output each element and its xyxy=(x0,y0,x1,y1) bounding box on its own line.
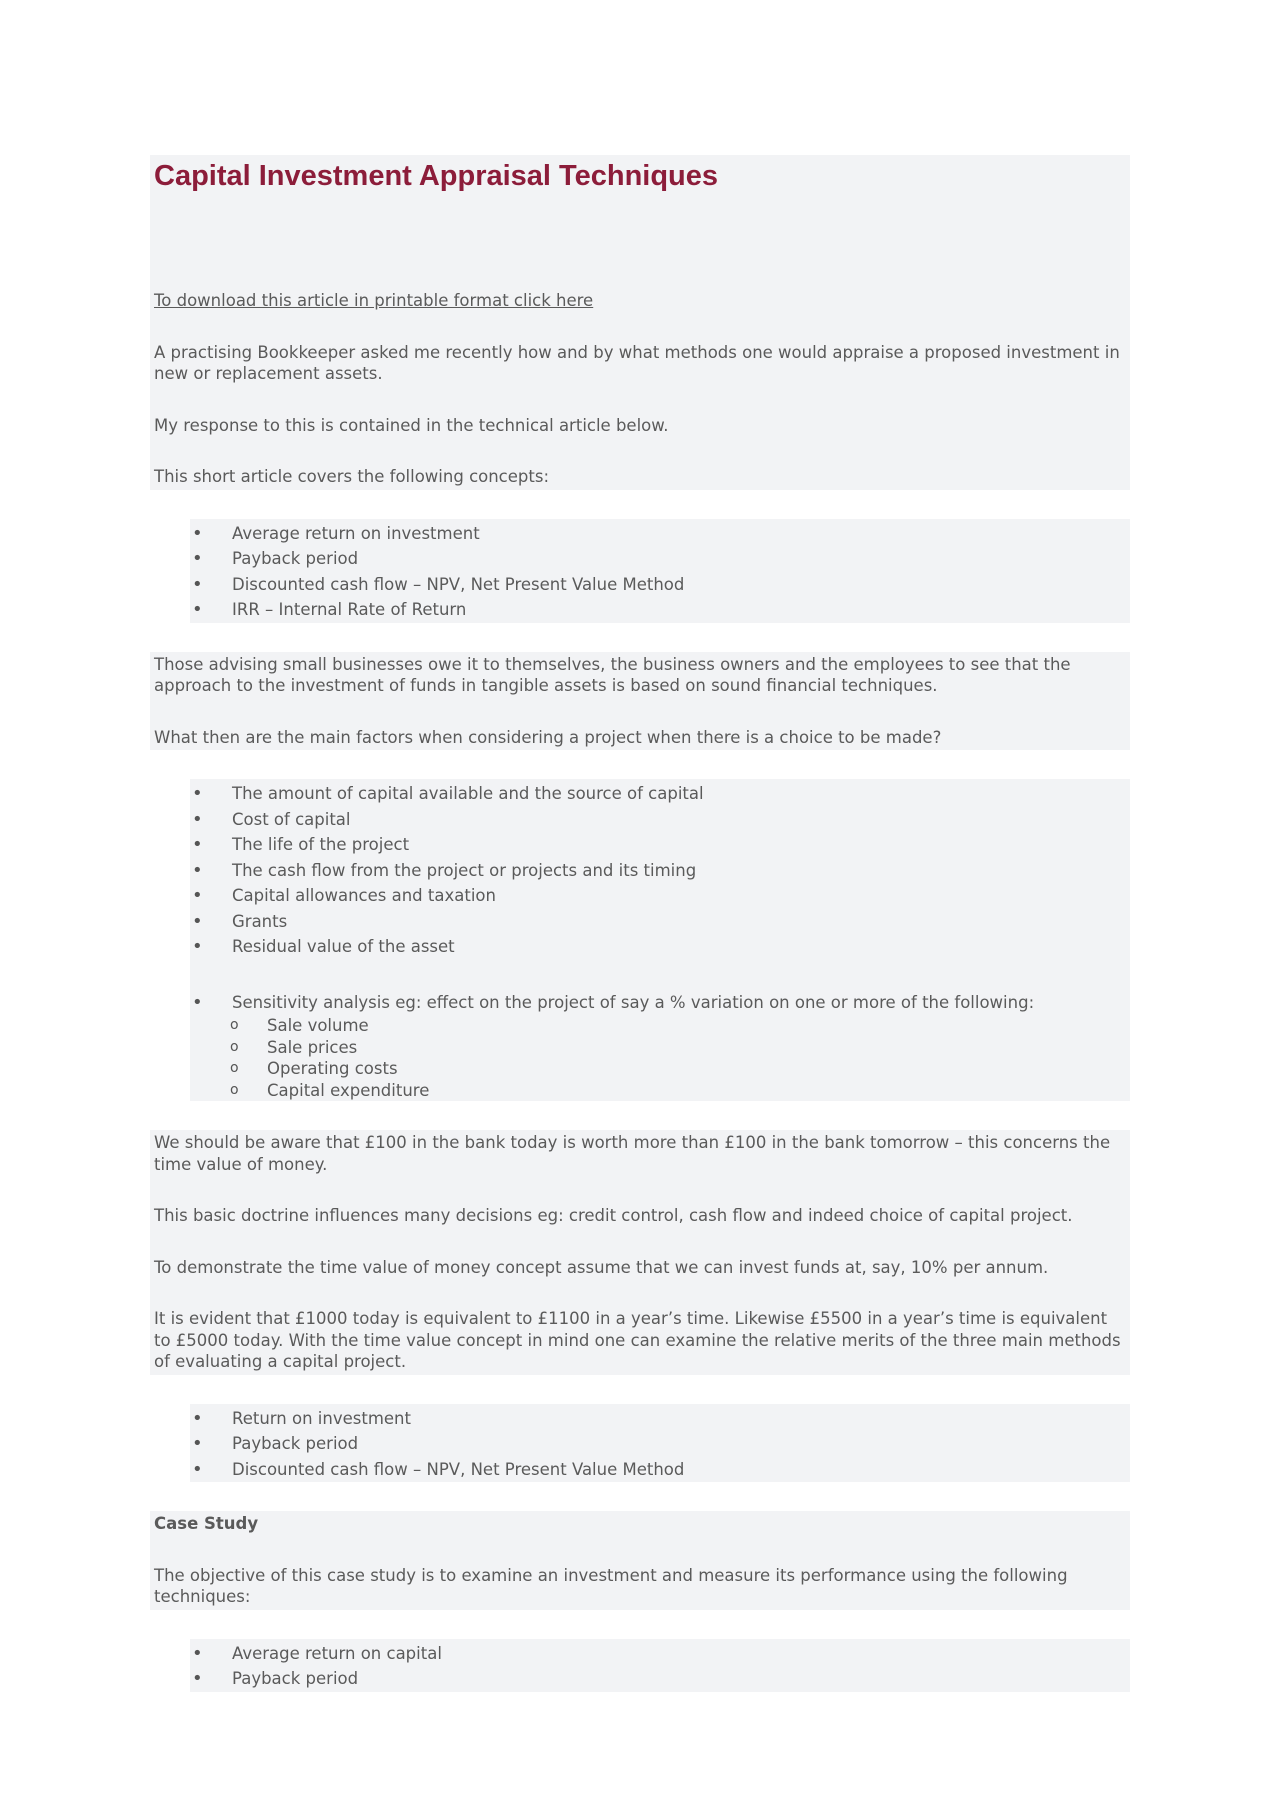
intro-paragraph-3: This short article covers the following concepts: xyxy=(154,467,550,486)
intro-block xyxy=(150,155,1130,490)
list-item xyxy=(190,990,1130,1102)
list-item: • Residual value of the asset xyxy=(190,934,1130,960)
list-item: • The amount of capital available and the source of capital xyxy=(190,781,1130,807)
advising-block xyxy=(150,652,1130,751)
list-item: • Capital allowances and taxation xyxy=(190,883,1130,909)
list-item: • Grants xyxy=(190,909,1130,935)
factors-list xyxy=(190,781,1130,960)
sensitivity-list xyxy=(190,990,1130,1102)
list-item: • The life of the project xyxy=(190,832,1130,858)
list-item: • Return on investment xyxy=(190,1406,1130,1432)
sub-list-item: o Capital expenditure xyxy=(226,1080,1130,1102)
list-item: • Payback period xyxy=(190,1666,1130,1692)
list-item: • Cost of capital xyxy=(190,807,1130,833)
case-study-paragraph: The objective of this case study is to examine an investment and measure its performance using the following techniques: xyxy=(154,1565,1068,1606)
sub-list-item: o Operating costs xyxy=(226,1058,1130,1080)
advising-paragraph-2: What then are the main factors when considering a project when there is a choice to be made? xyxy=(154,727,942,747)
time-value-paragraph-1: We should be aware that £100 in the bank today is worth more than £100 in the bank tomorrow – this concerns the time value of money. xyxy=(154,1133,1111,1174)
concepts-list-block xyxy=(190,519,1130,623)
techniques-list-block xyxy=(190,1639,1130,1692)
download-link[interactable]: To download this article in printable format click here xyxy=(154,291,594,310)
concepts-list xyxy=(190,521,1130,623)
sub-list-item: o Sale volume xyxy=(226,1015,1130,1037)
case-study-heading: Case Study xyxy=(154,1514,259,1533)
sensitivity-label: Sensitivity analysis eg: effect on the project of say a % variation on one or more of the following: xyxy=(232,992,1035,1012)
time-value-paragraph-4: It is evident that £1000 today is equivalent to £1100 in a year’s time. Likewise £5500 in a year’s time is equivalent to £5000 today. With the time value concept in mind one can examine the relative merits of the three main methods of evaluating a capital project. xyxy=(154,1309,1121,1371)
list-item: • Payback period xyxy=(190,1431,1130,1457)
intro-paragraph-2: My response to this is contained in the technical article below. xyxy=(154,415,669,435)
intro-paragraph-1: A practising Bookkeeper asked me recently how and by what methods one would appraise a proposed investment in new or replacement assets. xyxy=(154,342,1120,383)
list-item: • The cash flow from the project or projects and its timing xyxy=(190,858,1130,884)
advising-paragraph-1: Those advising small businesses owe it to themselves, the business owners and the employees to see that the approach to the investment of funds in tangible assets is based on sound financial techniques. xyxy=(154,654,1071,695)
techniques-list xyxy=(190,1641,1130,1692)
factors-list-block xyxy=(190,779,1130,1101)
list-item: • Payback period xyxy=(190,546,1130,572)
list-item: • Average return on investment xyxy=(190,521,1130,547)
page-title: Capital Investment Appraisal Techniques xyxy=(154,160,719,192)
time-value-block xyxy=(150,1130,1130,1375)
methods-list-block xyxy=(190,1404,1130,1483)
list-item: • Discounted cash flow – NPV, Net Present Value Method xyxy=(190,1457,1130,1483)
methods-list xyxy=(190,1406,1130,1483)
list-item: • Discounted cash flow – NPV, Net Present Value Method xyxy=(190,572,1130,598)
sub-list-item: o Sale prices xyxy=(226,1037,1130,1059)
sensitivity-sublist xyxy=(190,1015,1130,1101)
time-value-paragraph-2: This basic doctrine influences many decisions eg: credit control, cash flow and indeed choice of capital project. xyxy=(154,1206,1073,1225)
time-value-paragraph-3: To demonstrate the time value of money concept assume that we can invest funds at, say, 10% per annum. xyxy=(154,1257,1049,1277)
article xyxy=(150,155,1130,1692)
list-item: • Average return on capital xyxy=(190,1641,1130,1667)
list-item: • IRR – Internal Rate of Return xyxy=(190,597,1130,623)
case-study-block xyxy=(150,1511,1130,1610)
